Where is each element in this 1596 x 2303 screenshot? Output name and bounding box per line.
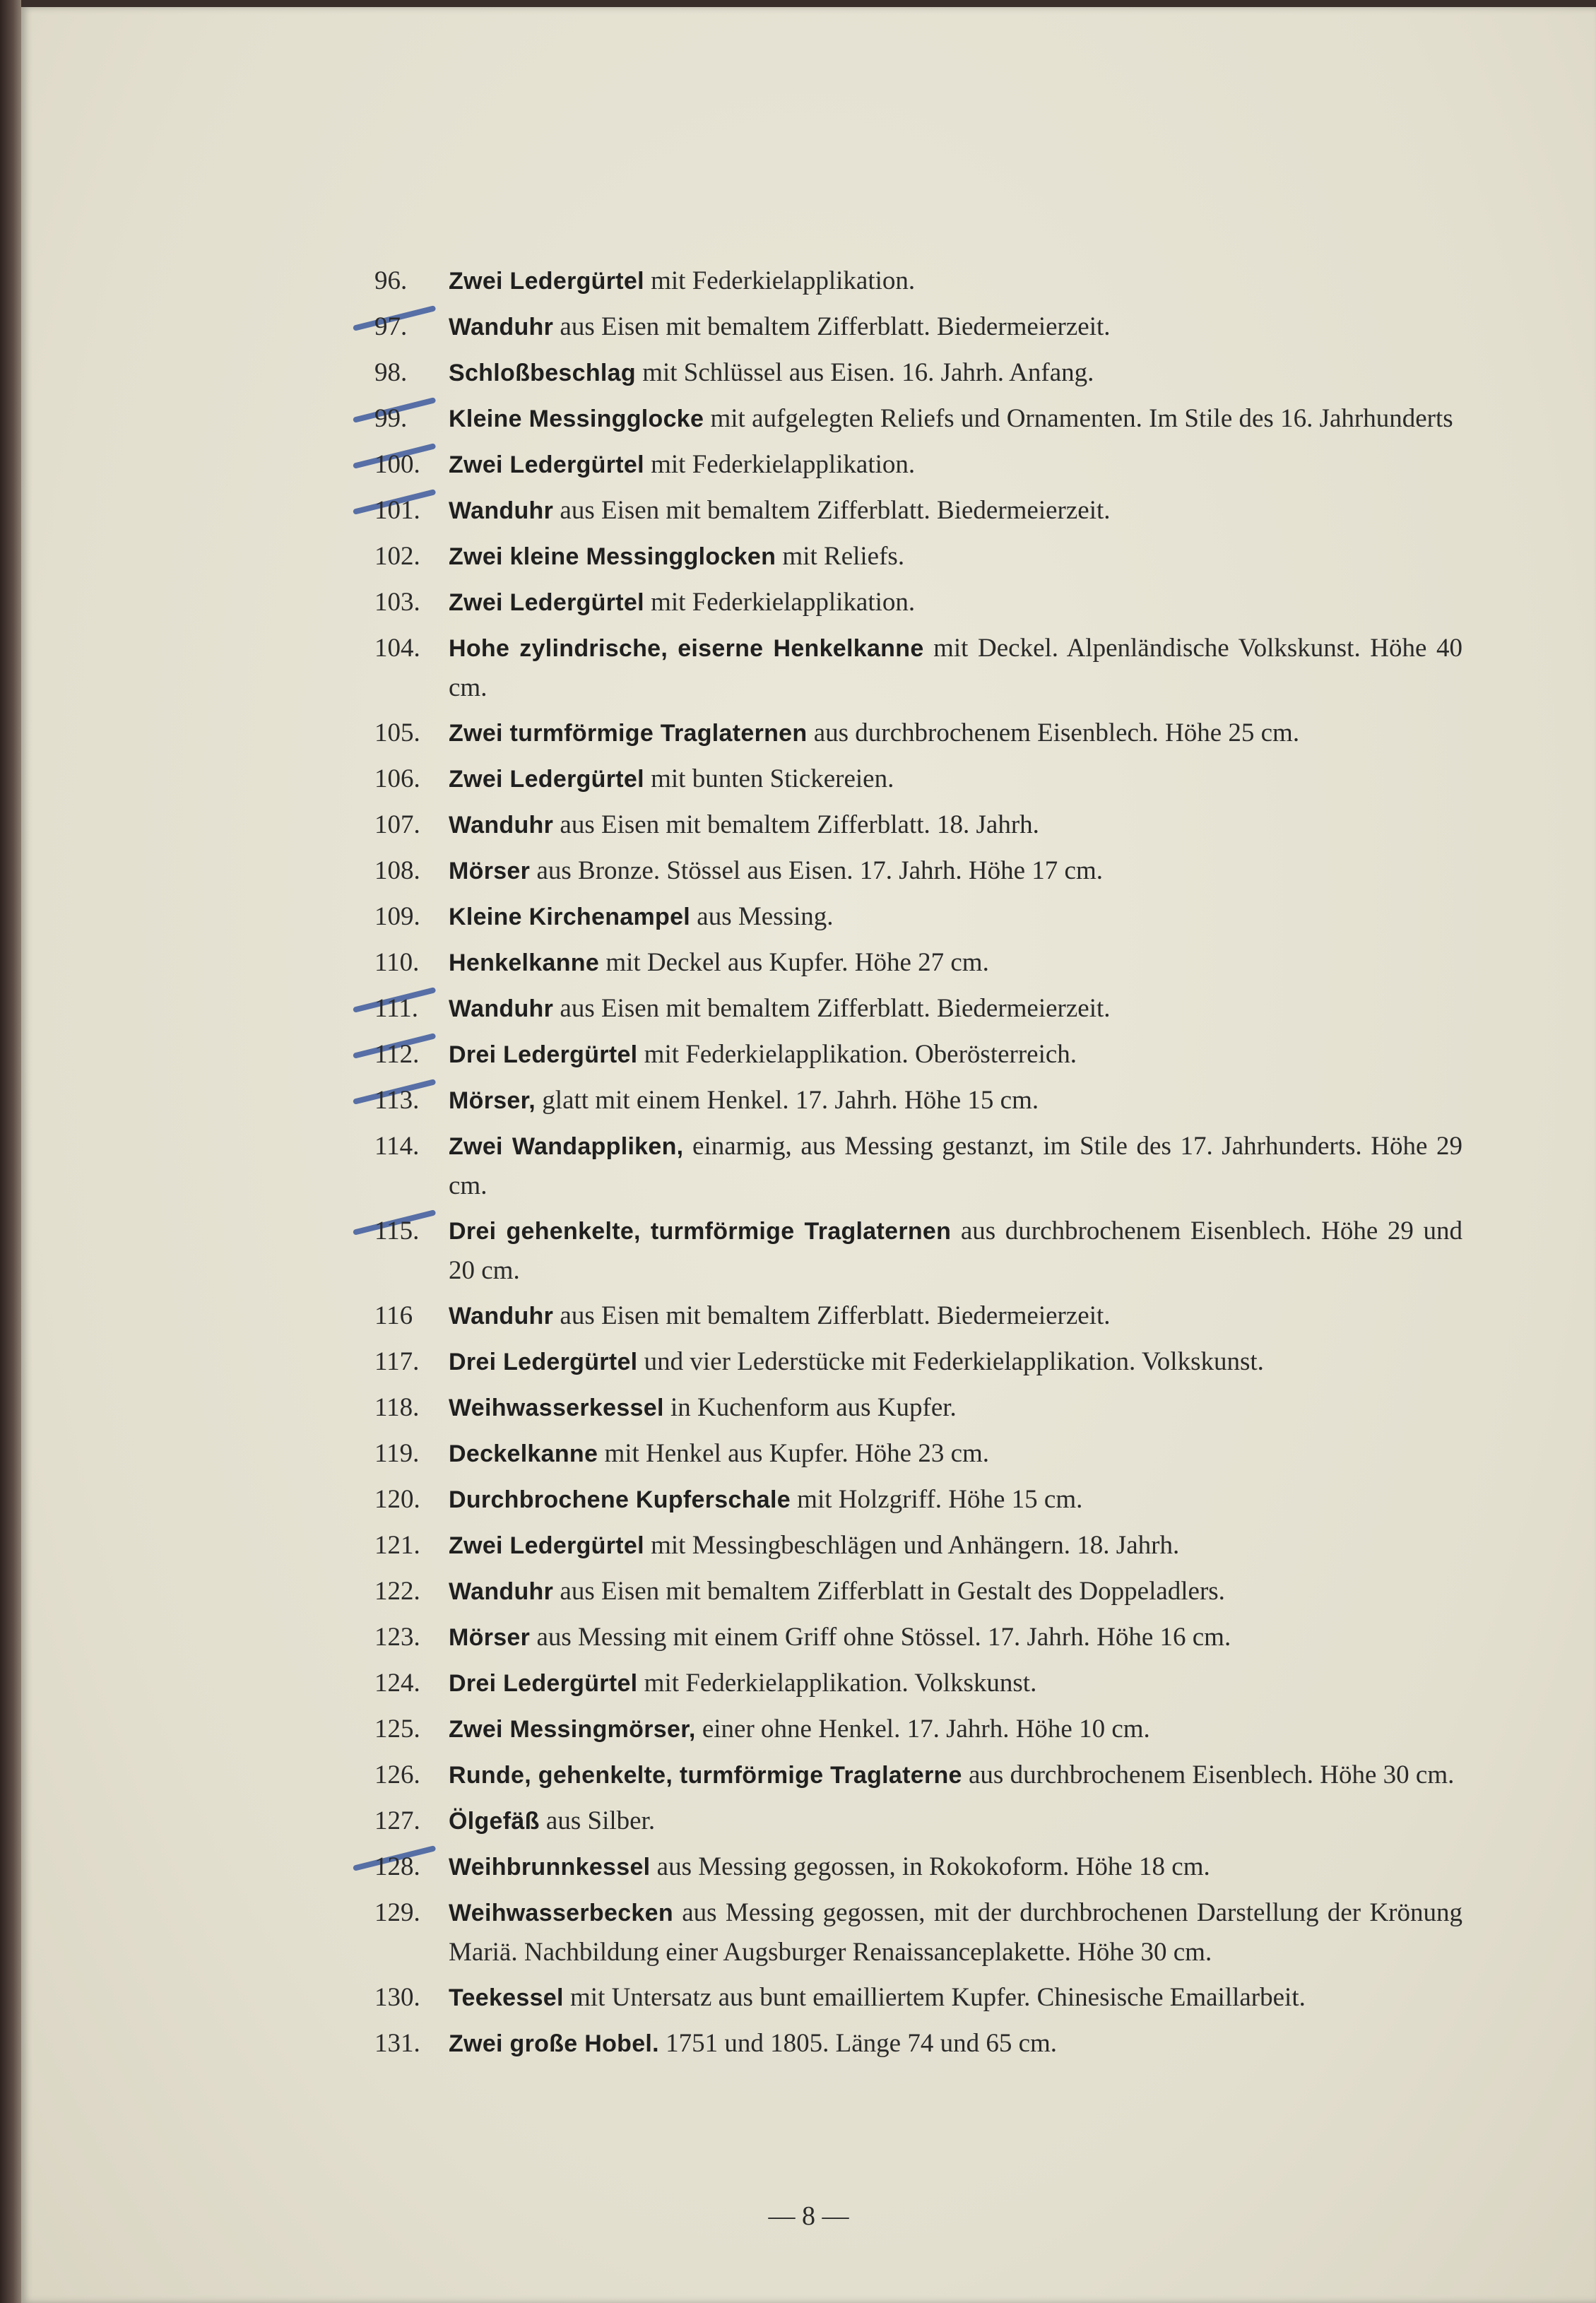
entry-description	[449, 1978, 1462, 2018]
item-details: aus Eisen mit bemaltem Zifferblatt in Gestalt des Doppeladlers.	[553, 1577, 1225, 1606]
item-name: Wanduhr	[449, 497, 554, 524]
item-details: 1751 und 1805. Länge 74 und 65 cm.	[658, 2029, 1058, 2058]
entry-description	[449, 943, 1462, 983]
catalog-entry	[374, 1618, 1462, 1657]
item-name: Weihwasserkessel	[449, 1395, 664, 1421]
entry-number-cell	[374, 1081, 449, 1120]
entry-description	[449, 1480, 1462, 1520]
entry-number: 124.	[374, 1669, 420, 1698]
entry-number-cell	[374, 851, 449, 891]
entry-description	[449, 537, 1462, 576]
catalog-page	[21, 7, 1596, 2303]
item-name: Mörser	[449, 858, 531, 884]
entry-number: 109.	[374, 902, 420, 931]
entry-number: 118.	[374, 1393, 420, 1422]
catalog-entry	[374, 1801, 1462, 1841]
entry-number-cell	[374, 1664, 449, 1703]
item-name: Schloßbeschlag	[449, 360, 636, 386]
entry-description	[449, 491, 1462, 531]
entry-description	[449, 1212, 1462, 1290]
entry-number: 113.	[374, 1086, 420, 1115]
catalog-entry	[374, 1572, 1462, 1611]
catalog-entry	[374, 1664, 1462, 1703]
entry-description	[449, 759, 1462, 799]
item-details: mit Federkielapplikation. Volkskunst.	[637, 1669, 1037, 1698]
entry-number: 103.	[374, 588, 420, 617]
item-details: aus Eisen mit bemaltem Zifferblatt. Biedermeierzeit.	[553, 994, 1111, 1023]
item-name: Weihbrunnkessel	[449, 1854, 651, 1881]
catalog-entry	[374, 1480, 1462, 1520]
entry-number: 100.	[374, 450, 420, 479]
item-name: Wanduhr	[449, 812, 554, 839]
entry-number: 111.	[374, 994, 419, 1023]
item-name: Mörser	[449, 1624, 531, 1651]
entry-number: 131.	[374, 2029, 420, 2058]
catalog-entry	[374, 261, 1462, 301]
entry-description	[449, 399, 1462, 439]
entry-description	[449, 1801, 1462, 1841]
entry-description	[449, 353, 1462, 393]
entry-number: 121.	[374, 1531, 420, 1560]
entry-number: 106.	[374, 764, 420, 793]
entry-number-cell	[374, 1618, 449, 1657]
entry-number-cell	[374, 805, 449, 845]
item-name: Drei gehenkelte, turmförmige Traglaternen	[449, 1218, 952, 1245]
item-name: Kleine Kirchenampel	[449, 904, 691, 930]
entry-number-cell	[374, 1035, 449, 1074]
catalog-entry	[374, 1756, 1462, 1795]
entry-description	[449, 897, 1462, 937]
item-name: Zwei Ledergürtel	[449, 451, 644, 478]
catalog-entry	[374, 1212, 1462, 1290]
entry-number: 120.	[374, 1485, 420, 1514]
catalog-entries-list	[374, 261, 1462, 2070]
item-details: in Kuchenform aus Kupfer.	[663, 1393, 957, 1422]
item-details: mit Holzgriff. Höhe 15 cm.	[790, 1485, 1083, 1514]
book-binding-edge	[0, 0, 21, 2303]
item-details: aus Eisen mit bemaltem Zifferblatt. Biedermeierzeit.	[553, 312, 1111, 341]
item-name: Drei Ledergürtel	[449, 1670, 638, 1697]
catalog-entry	[374, 1847, 1462, 1887]
catalog-entry	[374, 629, 1462, 707]
item-name: Drei Ledergürtel	[449, 1349, 638, 1375]
item-details: mit Schlüssel aus Eisen. 16. Jahrh. Anfang.	[635, 358, 1094, 387]
entry-number-cell	[374, 1480, 449, 1520]
item-details: aus durchbrochenem Eisenblech. Höhe 29 und 20 cm.	[449, 1216, 1462, 1285]
entry-number: 101.	[374, 496, 420, 525]
entry-number-cell	[374, 537, 449, 576]
entry-description	[449, 714, 1462, 753]
page-number: — 8 —	[768, 2201, 849, 2231]
catalog-entry	[374, 491, 1462, 531]
entry-number-cell	[374, 1978, 449, 2018]
item-name: Deckelkanne	[449, 1440, 598, 1467]
entry-number-cell	[374, 1127, 449, 1205]
entry-description	[449, 1342, 1462, 1382]
entry-description	[449, 805, 1462, 845]
entry-number: 127.	[374, 1806, 420, 1835]
item-details: mit Federkielapplikation.	[644, 266, 916, 295]
item-name: Drei Ledergürtel	[449, 1041, 638, 1068]
entry-number: 126.	[374, 1760, 420, 1789]
entry-number: 115.	[374, 1216, 420, 1245]
catalog-entry	[374, 989, 1462, 1029]
entry-number: 119.	[374, 1439, 420, 1468]
catalog-entry	[374, 445, 1462, 485]
catalog-entry	[374, 1342, 1462, 1382]
entry-number: 98.	[374, 358, 408, 387]
entry-number-cell	[374, 1801, 449, 1841]
entry-number-cell	[374, 1342, 449, 1382]
entry-description	[449, 1081, 1462, 1120]
entry-number-cell	[374, 897, 449, 937]
item-details: einarmig, aus Messing gestanzt, im Stile des 17. Jahrhunderts. Höhe 29 cm.	[449, 1132, 1462, 1200]
entry-number: 104.	[374, 634, 420, 663]
entry-description	[449, 1035, 1462, 1074]
entry-number-cell	[374, 989, 449, 1029]
item-details: aus durchbrochenem Eisenblech. Höhe 30 cm.	[962, 1760, 1455, 1789]
item-name: Zwei Ledergürtel	[449, 268, 644, 295]
item-details: und vier Lederstücke mit Federkielapplikation. Volkskunst.	[637, 1347, 1264, 1376]
item-name: Wanduhr	[449, 1578, 554, 1605]
entry-description	[449, 1893, 1462, 1972]
entry-number-cell	[374, 1847, 449, 1887]
entry-description	[449, 1296, 1462, 1336]
item-details: mit bunten Stickereien.	[644, 764, 894, 793]
entry-description	[449, 1572, 1462, 1611]
entry-description	[449, 307, 1462, 347]
entry-description	[449, 1388, 1462, 1428]
entry-number-cell	[374, 1296, 449, 1336]
entry-number: 116	[374, 1301, 413, 1330]
entry-number-cell	[374, 943, 449, 983]
catalog-entry	[374, 759, 1462, 799]
entry-number: 97.	[374, 312, 408, 341]
item-name: Teekessel	[449, 1984, 564, 2011]
entry-description	[449, 1127, 1462, 1205]
catalog-entry	[374, 1978, 1462, 2018]
item-details: mit Untersatz aus bunt emailliertem Kupfer. Chinesische Emaillarbeit.	[563, 1983, 1306, 2012]
catalog-entry	[374, 1434, 1462, 1474]
entry-number-cell	[374, 759, 449, 799]
entry-number-cell	[374, 307, 449, 347]
catalog-entry	[374, 1296, 1462, 1336]
item-details: aus Eisen mit bemaltem Zifferblatt. 18. Jahrh.	[553, 810, 1039, 839]
entry-description	[449, 1710, 1462, 1749]
entry-description	[449, 989, 1462, 1029]
item-details: mit Federkielapplikation.	[644, 450, 916, 479]
item-name: Wanduhr	[449, 1303, 554, 1330]
entry-description	[449, 2024, 1462, 2064]
item-name: Zwei Ledergürtel	[449, 589, 644, 616]
item-name: Weihwasserbecken	[449, 1900, 673, 1926]
entry-number: 123.	[374, 1623, 420, 1652]
entry-number-cell	[374, 583, 449, 622]
catalog-entry	[374, 1127, 1462, 1205]
entry-description	[449, 1618, 1462, 1657]
catalog-entry	[374, 714, 1462, 753]
item-details: aus Eisen mit bemaltem Zifferblatt. Biedermeierzeit.	[553, 1301, 1111, 1330]
catalog-entry	[374, 1035, 1462, 1074]
item-name: Zwei Ledergürtel	[449, 1532, 644, 1559]
item-name: Zwei turmförmige Traglaternen	[449, 720, 808, 747]
catalog-entry	[374, 307, 1462, 347]
entry-description	[449, 1756, 1462, 1795]
entry-number: 130.	[374, 1983, 420, 2012]
entry-number: 102.	[374, 542, 420, 571]
item-name: Zwei Messingmörser,	[449, 1716, 696, 1743]
item-name: Henkelkanne	[449, 949, 600, 976]
item-name: Zwei große Hobel.	[449, 2030, 659, 2057]
catalog-entry	[374, 851, 1462, 891]
entry-number-cell	[374, 1212, 449, 1290]
entry-number: 122.	[374, 1577, 420, 1606]
entry-number-cell	[374, 1710, 449, 1749]
item-name: Mörser,	[449, 1087, 536, 1114]
catalog-entry	[374, 583, 1462, 622]
item-details: aus Messing gegossen, in Rokokoform. Höhe 18 cm.	[650, 1852, 1210, 1881]
item-name: Zwei Ledergürtel	[449, 766, 644, 793]
item-details: aus Messing.	[690, 902, 834, 931]
entry-number-cell	[374, 399, 449, 439]
item-name: Hohe zylindrische, eiserne Henkelkanne	[449, 635, 924, 662]
entry-description	[449, 629, 1462, 707]
entry-number: 96.	[374, 266, 408, 295]
entry-number: 108.	[374, 856, 420, 885]
item-details: einer ohne Henkel. 17. Jahrh. Höhe 10 cm.	[695, 1715, 1150, 1743]
entry-number: 128.	[374, 1852, 420, 1881]
entry-description	[449, 1434, 1462, 1474]
catalog-entry	[374, 805, 1462, 845]
item-details: mit aufgelegten Reliefs und Ornamenten. Im Stile des 16. Jahrhunderts	[704, 404, 1453, 433]
entry-number-cell	[374, 1893, 449, 1972]
entry-number: 107.	[374, 810, 420, 839]
item-name: Ölgefäß	[449, 1808, 540, 1835]
entry-description	[449, 1526, 1462, 1565]
entry-number-cell	[374, 1526, 449, 1565]
item-details: aus durchbrochenem Eisenblech. Höhe 25 cm.	[807, 718, 1300, 747]
entry-number-cell	[374, 1388, 449, 1428]
item-details: mit Federkielapplikation. Oberösterreich.	[637, 1040, 1077, 1069]
item-name: Wanduhr	[449, 995, 554, 1022]
item-details: mit Federkielapplikation.	[644, 588, 916, 617]
catalog-entry	[374, 399, 1462, 439]
entry-number: 114.	[374, 1132, 420, 1161]
catalog-entry	[374, 1526, 1462, 1565]
entry-number: 125.	[374, 1715, 420, 1743]
entry-number-cell	[374, 491, 449, 531]
entry-number-cell	[374, 261, 449, 301]
entry-description	[449, 583, 1462, 622]
catalog-entry	[374, 897, 1462, 937]
entry-description	[449, 261, 1462, 301]
catalog-entry	[374, 2024, 1462, 2064]
entry-number-cell	[374, 1434, 449, 1474]
item-details: mit Henkel aus Kupfer. Höhe 23 cm.	[598, 1439, 990, 1468]
entry-number-cell	[374, 629, 449, 707]
item-name: Zwei kleine Messingglocken	[449, 543, 776, 570]
entry-number: 110.	[374, 948, 420, 977]
entry-number-cell	[374, 353, 449, 393]
catalog-entry	[374, 1388, 1462, 1428]
item-details: mit Messingbeschlägen und Anhängern. 18. Jahrh.	[644, 1531, 1180, 1560]
item-name: Kleine Messingglocke	[449, 405, 704, 432]
catalog-entry	[374, 537, 1462, 576]
item-details: glatt mit einem Henkel. 17. Jahrh. Höhe 15 cm.	[536, 1086, 1039, 1115]
item-details: aus Bronze. Stössel aus Eisen. 17. Jahrh. Höhe 17 cm.	[530, 856, 1103, 885]
item-details: mit Deckel aus Kupfer. Höhe 27 cm.	[599, 948, 989, 977]
catalog-entry	[374, 1710, 1462, 1749]
entry-number: 117.	[374, 1347, 420, 1376]
item-name: Runde, gehenkelte, turmförmige Traglaterne	[449, 1762, 962, 1789]
item-details: mit Reliefs.	[776, 542, 905, 571]
item-details: aus Messing gegossen, mit der durchbrochenen Darstellung der Krönung Mariä. Nachbildung einer Augsburger Renaissanceplakette. Höhe 30 cm.	[449, 1898, 1462, 1967]
item-details: aus Messing mit einem Griff ohne Stössel. 17. Jahrh. Höhe 16 cm.	[530, 1623, 1231, 1652]
entry-description	[449, 445, 1462, 485]
item-name: Wanduhr	[449, 314, 554, 341]
entry-number-cell	[374, 2024, 449, 2064]
entry-number: 112.	[374, 1040, 420, 1069]
item-name: Durchbrochene Kupferschale	[449, 1486, 791, 1513]
entry-number-cell	[374, 1572, 449, 1611]
entry-number: 129.	[374, 1898, 420, 1927]
entry-number: 105.	[374, 718, 420, 747]
item-details: mit Deckel. Alpenländische Volkskunst. Höhe 40 cm.	[449, 634, 1462, 702]
entry-description	[449, 851, 1462, 891]
entry-description	[449, 1847, 1462, 1887]
entry-description	[449, 1664, 1462, 1703]
entry-number-cell	[374, 714, 449, 753]
entry-number-cell	[374, 445, 449, 485]
catalog-entry	[374, 943, 1462, 983]
catalog-entry	[374, 1081, 1462, 1120]
catalog-entry	[374, 1893, 1462, 1972]
entry-number: 99.	[374, 404, 408, 433]
item-details: aus Eisen mit bemaltem Zifferblatt. Biedermeierzeit.	[553, 496, 1111, 525]
item-name: Zwei Wandappliken,	[449, 1133, 684, 1160]
entry-number-cell	[374, 1756, 449, 1795]
item-details: aus Silber.	[539, 1806, 656, 1835]
catalog-entry	[374, 353, 1462, 393]
